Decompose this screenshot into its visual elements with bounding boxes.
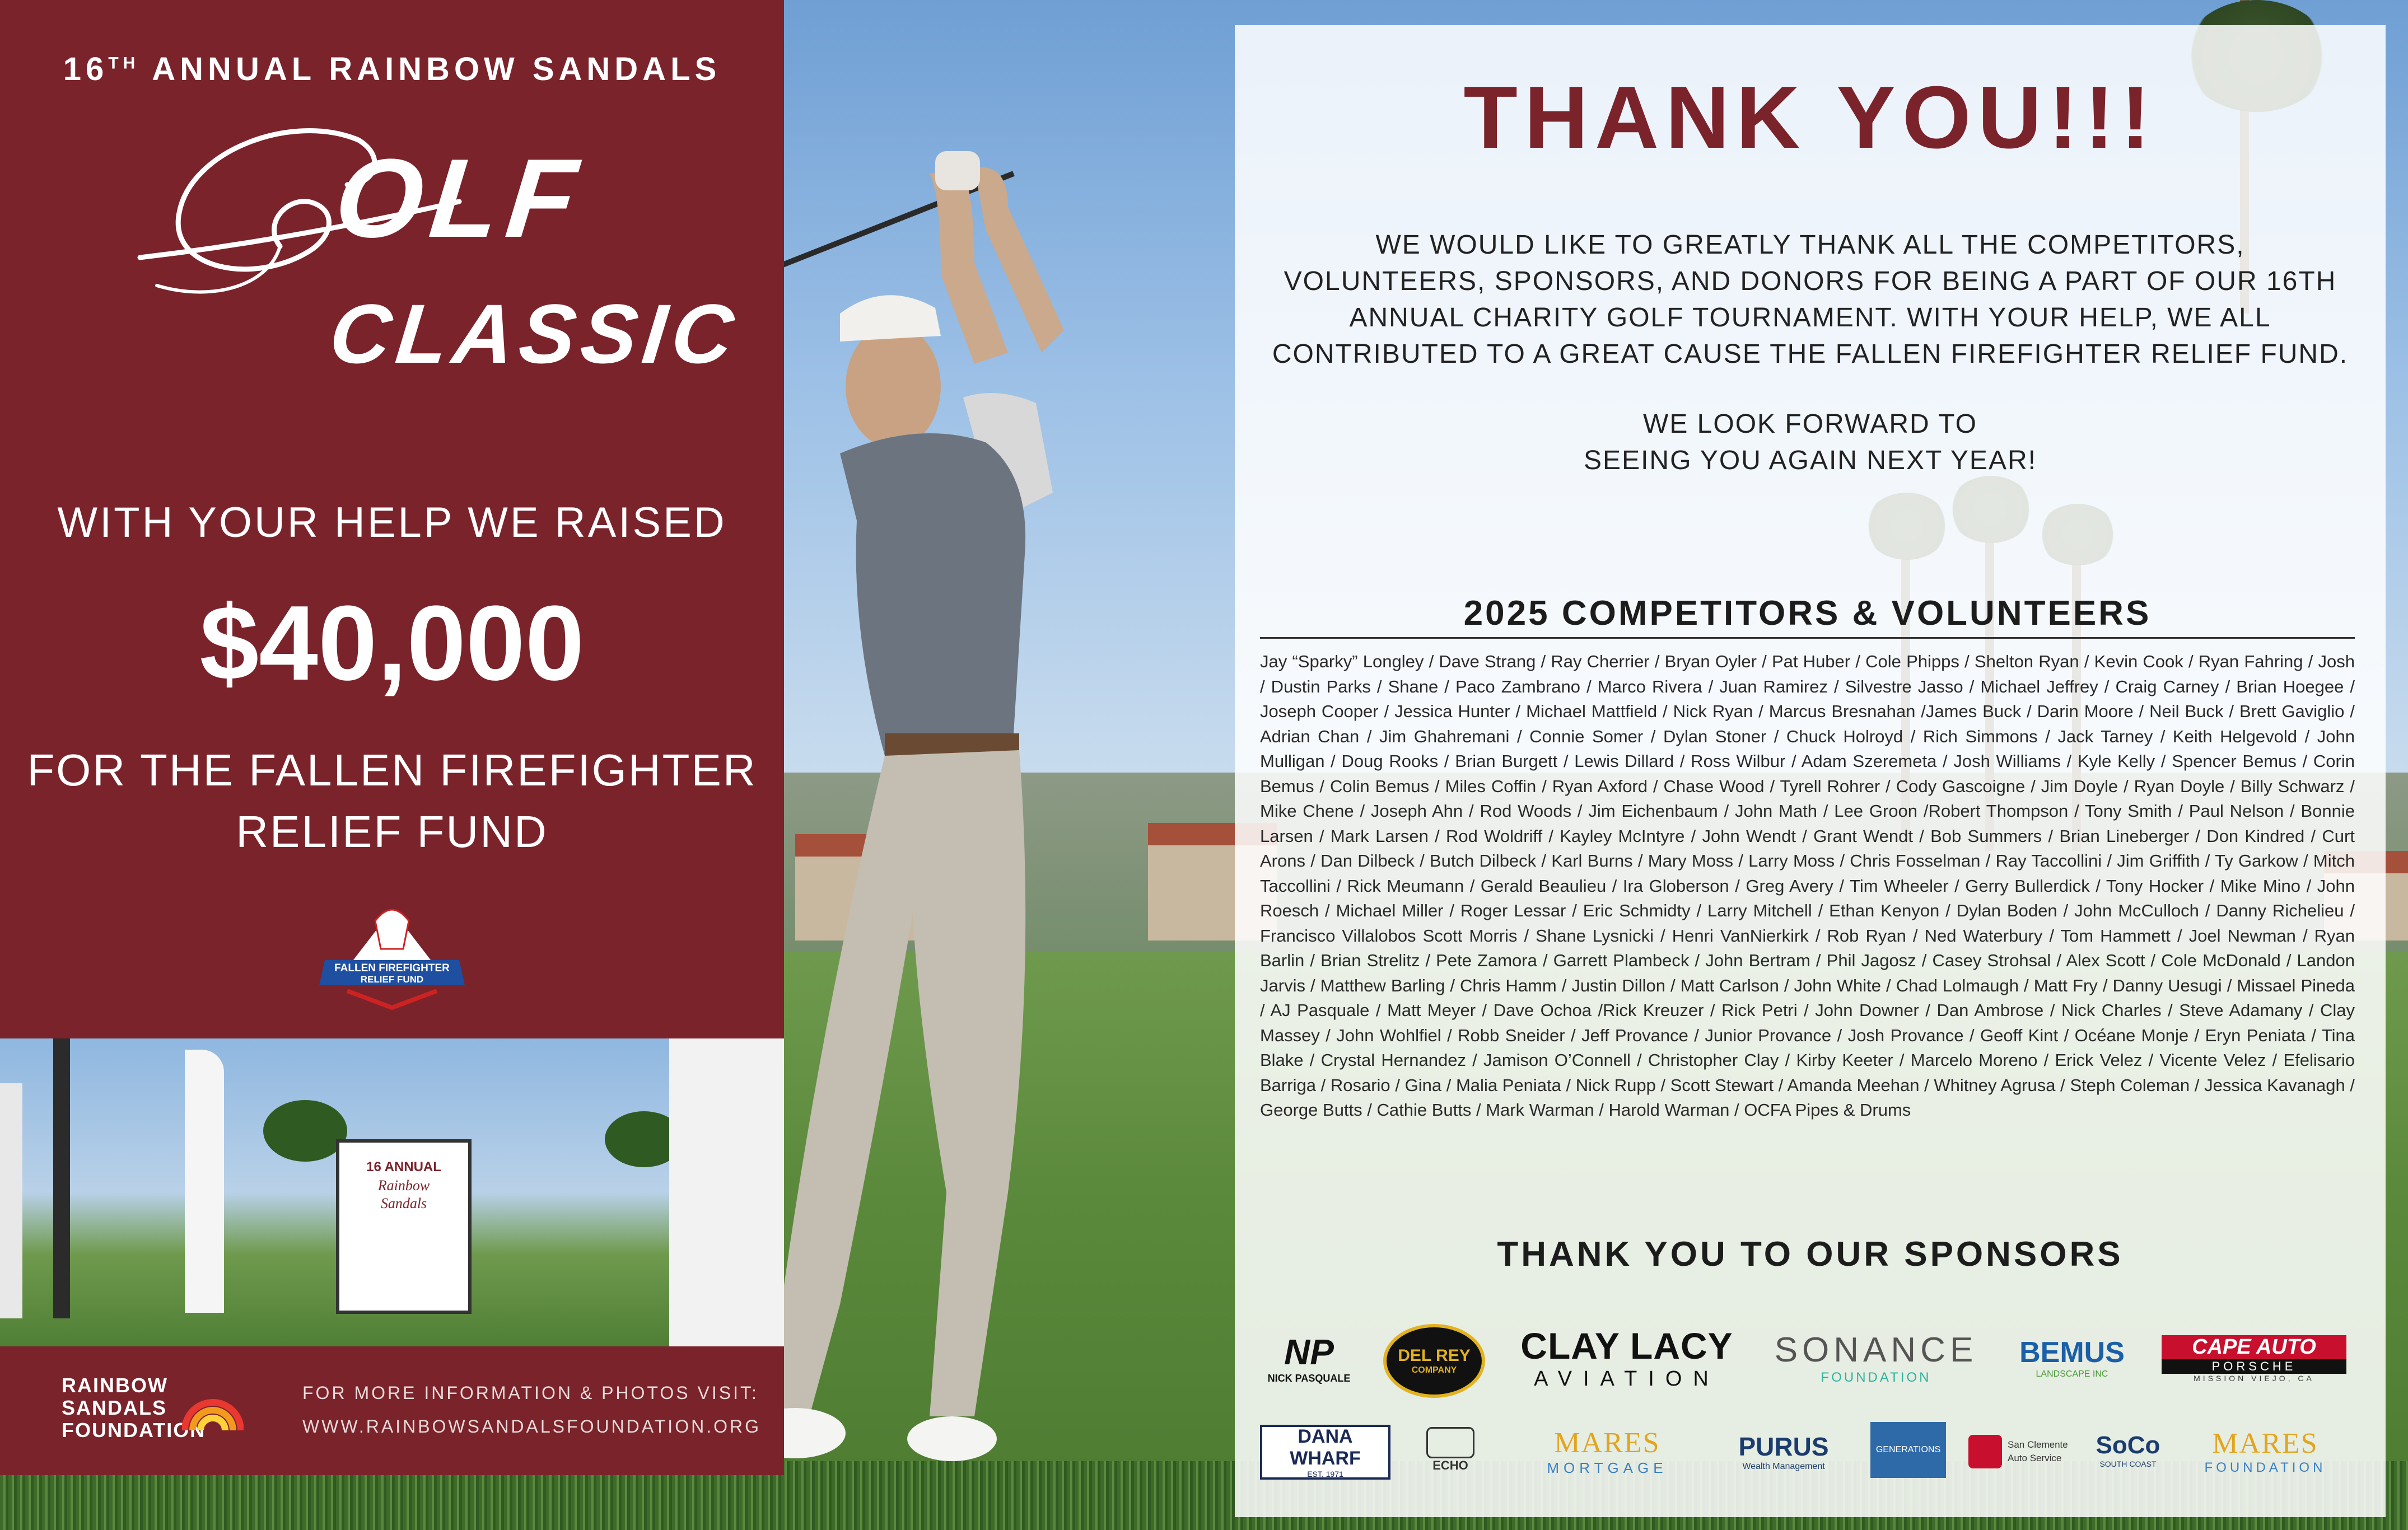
heading-divider [1260, 637, 2355, 639]
golfer-cap [840, 295, 941, 341]
sponsor-logo-bemus [2002, 1324, 2142, 1391]
sponsor-subtitle: LANDSCAPE INC [2036, 1369, 2108, 1379]
sponsor-subtitle: Wealth Management [1742, 1461, 1825, 1471]
sponsor-subtitle: AVIATION [1534, 1367, 1720, 1391]
golfer-pants [773, 750, 1025, 1428]
golf-shoe [907, 1416, 997, 1461]
raised-amount: $40,000 [199, 584, 585, 703]
competitors-heading: 2025 COMPETITORS & VOLUNTEERS [1463, 594, 2152, 633]
golfer-head [846, 325, 941, 448]
rainbow-icon [182, 1374, 244, 1436]
sponsor-name: ECHO [1432, 1458, 1468, 1472]
feather-flag [185, 1050, 224, 1313]
sponsor-logo-del-rey [1383, 1324, 1485, 1398]
sponsor-logo-sonance [1774, 1324, 1978, 1391]
sponsor-location: MISSION VIEJO, CA [2194, 1374, 2314, 1383]
sponsor-subtitle: EST. 1971 [1307, 1470, 1343, 1478]
sponsor-logo-mares-foundation [2178, 1425, 2352, 1478]
sponsor-name: NP [1284, 1331, 1334, 1372]
look-forward-text [1271, 406, 2349, 479]
sponsor-subtitle: MORTGAGE [1547, 1459, 1668, 1476]
sponsor-name: CAPE AUTO [2162, 1335, 2346, 1359]
sponsor-logo-purus [1716, 1425, 1851, 1478]
sponsor-logo-mares-mortgage [1515, 1425, 1700, 1478]
edition-suffix: TH [108, 54, 140, 73]
feather-flag [669, 1038, 784, 1346]
sponsor-logo-soco [2089, 1425, 2167, 1475]
feather-flag [53, 1038, 70, 1318]
edition-name: ANNUAL RAINBOW SANDALS [152, 51, 721, 87]
sponsor-name: CLAY LACY [1520, 1325, 1733, 1367]
event-edition-title [0, 50, 784, 88]
sponsor-logo-dana-wharf [1260, 1425, 1390, 1480]
sponsor-name: GENERATIONS [1875, 1445, 1941, 1454]
raised-cause-line-1: FOR THE FALLEN FIREFIGHTER [27, 745, 757, 795]
raised-intro: WITH YOUR HELP WE RAISED [57, 499, 727, 546]
sponsor-subtitle: FOUNDATION [1821, 1369, 1931, 1385]
fallen-firefighter-relief-fund-logo [314, 887, 470, 1010]
sponsor-logo-san-clemente-auto [1960, 1422, 2078, 1481]
look-forward-line-2: SEEING YOU AGAIN NEXT YEAR! [1584, 446, 2037, 475]
sponsor-name: PURUS [1738, 1431, 1829, 1461]
sponsor-subtitle: PORSCHE [2162, 1359, 2346, 1374]
golfer-photo [773, 129, 1232, 1484]
thank-you-title: THANK YOU!!! [1463, 68, 2157, 167]
sponsor-subtitle: COMPANY [1411, 1365, 1457, 1375]
competitors-list: Jay “Sparky” Longley / Dave Strang / Ray Cherrier / Bryan Oyler / Pat Huber / Cole Phipps / Shelton Ryan / Kevin Cook / Ryan Fahring / Josh / Dustin Parks / Shane / Paco Zambrano / Marco Rivera / Juan Ramirez / Silvestre Jasso / Michael Jeffrey / Craig Carney / Brian Hoegee / Joseph Cooper / Jessica Hunter / Michael Mattfield / Nick Ryan / Marcus Bresnahan /James Buck / Darin Moore / Neil Buck / Brett Gaviglio / Adrian Chan / Jim Ghahremani / Connie Somer / Dylan Stoner / Chuck Holroyd / Rich Simmons / Jack Tarney / Keith Helgevold / John Mulligan / Doug Rooks / Brian Burgett / Lewis Dillard / Ross Wilbur / Adam Szeremeta / Josh Williams / Kyle Kelly / Spencer Bemus / Corin Bemus / Colin Bemus / Miles Coffin / Ryan Axford / Chase Wood / Tyrell Rohrer / Cody Gascoigne / Jim Doyle / Ryan Doyle / Billy Schwarz / Mike Chene / Joseph Ahn / Rod Woods / Jim Eichenbaum / John Math / Lee Groon /Robert Thompson / Tony Smith / Paul Nelson / Bonnie Larsen / Mark Larsen / Rod Woldriff / Kayley McIntyre / John Wendt / Grant Wendt / Bob Summers / Brian Lineberger / Don Kindred / Curt Arons / Dan Dilbeck / Butch Dilbeck / Karl Burns / Mary Moss / Larry Moss / Chris Fosselman / Ray Taccollini / Jim Griffith / Ty Garkow / Mitch Taccollini / Rick Meumann / Gerald Beaulieu / Ira Globerson / Greg Avery / Tim Wheeler / Gerry Bullerdick / Tony Hocker / Mike Mino / John Roesch / Michael Miller / Roger Lessar / Eric Schmidty / Larry Mitchell / Ethan Kenyon / Dylan Boden / John McCulloch / Danny Richelieu / Francisco Villalobos Scott Morris / Shane Lysnicki / Henri VanNierkirk / Rob Ryan / Ned Waterbury / Tom Hammett / Joel Newman / Ryan Barlin / Brian Strelitz / Pete Zamora / Garrett Plambeck / John Bertram / Phil Jagosz / Casey Strohsal / Alex Scott / Cole McDonald / Landon Jarvis / Matthew Barling / Chris Hamm / Justin Dillon / Matt Carlson / John White / Chad Lolmaugh / Matt Fry / Danny Uesugi / Missael Pineda / AJ Pasquale / Matt Meyer / Dave Ochoa /Rick Kreuzer / Rick Petri / John Downer / Dan Ambrose / Nick Charles / Steve Adamany / Clay Massey / John Wohlfiel / Robb Sneider / Jeff Provance / Junior Provance / Josh Provance / Geoff Kint / Océane Monje / Eryn Peniata / Tina Blake / Crystal Hernandez / Jamison O’Connell / Christopher Clay / Kirby Keeter / Marcelo Moreno / Erick Velez / Vicente Velez / Efelisario Barriga / Rosario / Gina / Malia Peniata / Nick Rupp / Scott Stewart / Amanda Meehan / Whitney Agrusa / Steph Coleman / Jessica Kavanagh / George Butts / Cathie Butts / Mark Warman / Harold Warman / OCFA Pipes & Drums [1260, 652, 2355, 1120]
sponsor-logo-clay-lacy [1501, 1318, 1753, 1397]
sponsor-subtitle: SOUTH COAST [2099, 1459, 2157, 1468]
sponsors-heading: THANK YOU TO OUR SPONSORS [1497, 1235, 2124, 1274]
car-icon [1968, 1435, 2002, 1468]
sponsor-banner-board [336, 1139, 472, 1314]
golf-cart-icon [1426, 1427, 1474, 1458]
tree [263, 1100, 347, 1162]
rsf-logo-line-2: SANDALS [62, 1396, 167, 1419]
sponsor-name: MARES [2212, 1428, 2318, 1459]
event-banner-photo [0, 1038, 784, 1346]
sponsor-logo-nick-pasquale [1260, 1327, 1358, 1388]
website-link[interactable]: WWW.RAINBOWSANDALSFOUNDATION.ORG [302, 1416, 761, 1437]
raised-cause-line-2: RELIEF FUND [236, 807, 548, 857]
edition-number: 16 [63, 51, 109, 87]
banner-text-2: Rainbow [377, 1177, 430, 1194]
rsf-logo-line-3: FOUNDATION [62, 1419, 206, 1442]
rsf-logo-line-1: RAINBOW [62, 1374, 168, 1397]
classic-word: CLASSIC [325, 287, 744, 381]
sponsor-subtitle: FOUNDATION [2204, 1460, 2326, 1475]
sponsor-name: San Clemente Auto Service [2008, 1439, 2068, 1463]
sponsor-name: MARES [1554, 1426, 1660, 1459]
rainbow-sandals-foundation-logo [62, 1374, 241, 1458]
sponsor-name: DEL REY [1398, 1346, 1471, 1365]
sponsor-logo-echo [1414, 1422, 1487, 1478]
fffr-logo-text-1: FALLEN FIREFIGHTER [334, 962, 450, 974]
sponsor-name: BEMUS [2019, 1336, 2125, 1369]
banner-text-3: Sandals [380, 1195, 427, 1211]
sponsor-logo-cape-auto [2159, 1330, 2349, 1388]
glove [935, 151, 980, 190]
sponsor-name: SoCo [2096, 1431, 2160, 1459]
sponsor-logo-generations [1870, 1422, 1946, 1478]
feather-flag [0, 1083, 22, 1318]
look-forward-line-1: WE LOOK FORWARD TO [1643, 409, 1977, 439]
thank-you-body: WE WOULD LIKE TO GREATLY THANK ALL THE COMPETITORS, VOLUNTEERS, SPONSORS, AND DONORS FOR BEING A PART OF OUR 16TH ANNUAL CHARITY GOLF TOURNAMENT. WITH YOUR HELP, WE ALL CONTRIBUTED TO A GREAT CAUSE THE FALLEN FIREFIGHTER RELIEF FUND. [1272, 230, 2349, 369]
golf-word: OLF [329, 136, 590, 261]
banner-text-1: 16 ANNUAL [366, 1159, 441, 1175]
fffr-logo-text-2: RELIEF FUND [360, 974, 424, 985]
golf-club [773, 174, 1014, 269]
sponsor-name: SONANCE [1774, 1330, 1978, 1369]
sponsor-name: DANA WHARF [1290, 1426, 1361, 1469]
more-info-label: FOR MORE INFORMATION & PHOTOS VISIT: [302, 1383, 759, 1403]
golfer-vest [840, 433, 1025, 756]
sponsor-subtitle: NICK PASQUALE [1267, 1372, 1351, 1384]
